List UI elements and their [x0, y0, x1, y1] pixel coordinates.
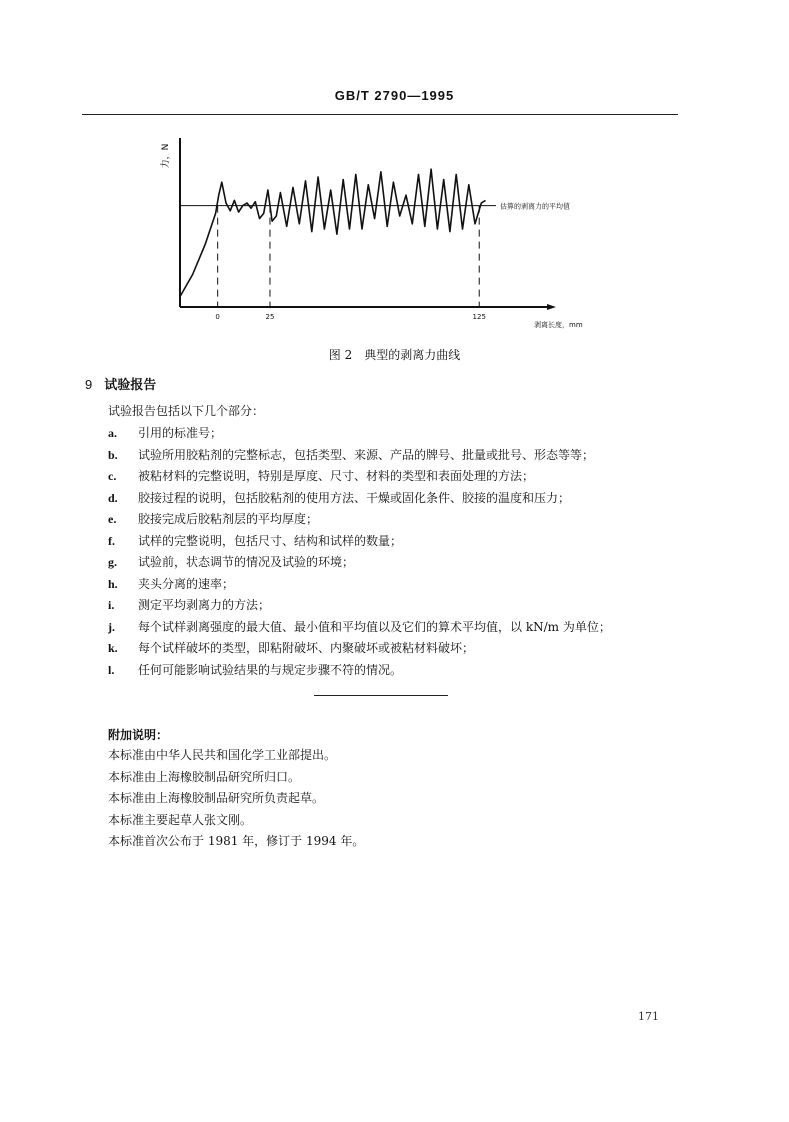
item-text: 每个试样剥离强度的最大值、最小值和平均值以及它们的算术平均值，以 kN/m 为单位；: [138, 619, 611, 634]
list-item: [108, 618, 668, 640]
list-item: [108, 467, 668, 489]
item-letter: a.: [108, 426, 117, 440]
item-letter: b.: [108, 447, 118, 462]
item-letter: i.: [108, 598, 115, 612]
x-tick-label: 25: [265, 313, 275, 321]
header-rule: [82, 114, 678, 115]
item-text: 每个试样破坏的类型，即粘附破坏、内聚破坏或被粘材料破坏；: [138, 641, 475, 655]
separator-rule: [314, 695, 448, 696]
item-letter: j.: [108, 619, 115, 634]
list-item: [108, 575, 668, 597]
x-tick-label: 125: [472, 313, 486, 321]
item-text: 引用的标准号；: [138, 426, 223, 440]
item-letter: d.: [108, 490, 118, 505]
y-axis-label: 力，N: [161, 143, 171, 169]
item-text: 任何可能影响试验结果的与规定步骤不符的情况。: [138, 662, 403, 677]
item-letter: h.: [108, 576, 118, 591]
mean-peel-force-label: 估算的剥离力的平均值: [500, 202, 570, 211]
list-item: [108, 424, 668, 446]
item-text: 试验所用胶粘剂的完整标志，包括类型、来源、产品的牌号、批量或批号、形态等等；: [138, 447, 595, 462]
item-text: 测定平均剥离力的方法；: [138, 598, 271, 612]
item-text: 试验前，状态调节的情况及试验的环境；: [138, 555, 355, 569]
additional-notes-list: [108, 746, 364, 854]
x-axis-arrow: [547, 304, 556, 310]
list-item: [108, 596, 668, 618]
x-tick-label: 0: [215, 313, 220, 321]
list-item: [108, 532, 668, 554]
section-number: 9: [85, 377, 93, 392]
additional-note: 本标准首次公布于 1981 年，修订于 1994 年。: [108, 834, 365, 848]
item-letter: f.: [108, 533, 115, 548]
additional-note: 本标准主要起草人张文刚。: [108, 812, 253, 827]
additional-note: 本标准由上海橡胶制品研究所负责起草。: [108, 791, 325, 805]
section-heading: [85, 374, 156, 393]
additional-note: 本标准由上海橡胶制品研究所归口。: [108, 769, 301, 784]
peel-force-curve: [180, 169, 486, 296]
item-text: 夹头分离的速率；: [138, 576, 235, 591]
item-letter: c.: [108, 469, 117, 483]
item-letter: l.: [108, 662, 115, 677]
list-item: [108, 553, 668, 575]
item-text: 胶接完成后胶粘剂层的平均厚度；: [138, 512, 319, 526]
item-text: 胶接过程的说明，包括胶粘剂的使用方法、干燥或固化条件、胶接的温度和压力；: [138, 490, 571, 505]
item-letter: e.: [108, 512, 117, 526]
section-intro: 试验报告包括以下几个部分：: [108, 404, 265, 418]
list-item: [108, 489, 668, 511]
item-text: 试样的完整说明，包括尺寸、结构和试样的数量；: [138, 533, 403, 548]
x-axis-label: 剥离长度，mm: [534, 321, 583, 329]
list-item: [108, 446, 668, 468]
list-item: [108, 661, 668, 683]
figure-caption: 图 2 典型的剥离力曲线: [328, 348, 461, 362]
page-number: 171: [638, 1010, 659, 1023]
item-letter: g.: [108, 555, 117, 569]
item-letter: k.: [108, 641, 118, 655]
report-items-list: [108, 424, 668, 682]
item-text: 被粘材料的完整说明，特别是厚度、尺寸、材料的类型和表面处理的方法；: [138, 469, 535, 483]
additional-note: 本标准由中华人民共和国化学工业部提出。: [108, 748, 337, 762]
additional-notes-title: 附加说明：: [108, 728, 169, 742]
section-title: 试验报告: [104, 378, 157, 393]
standard-number-header: GB/T 2790—1995: [334, 88, 455, 103]
peel-force-chart: [150, 128, 630, 334]
list-item: [108, 639, 668, 661]
list-item: [108, 510, 668, 532]
